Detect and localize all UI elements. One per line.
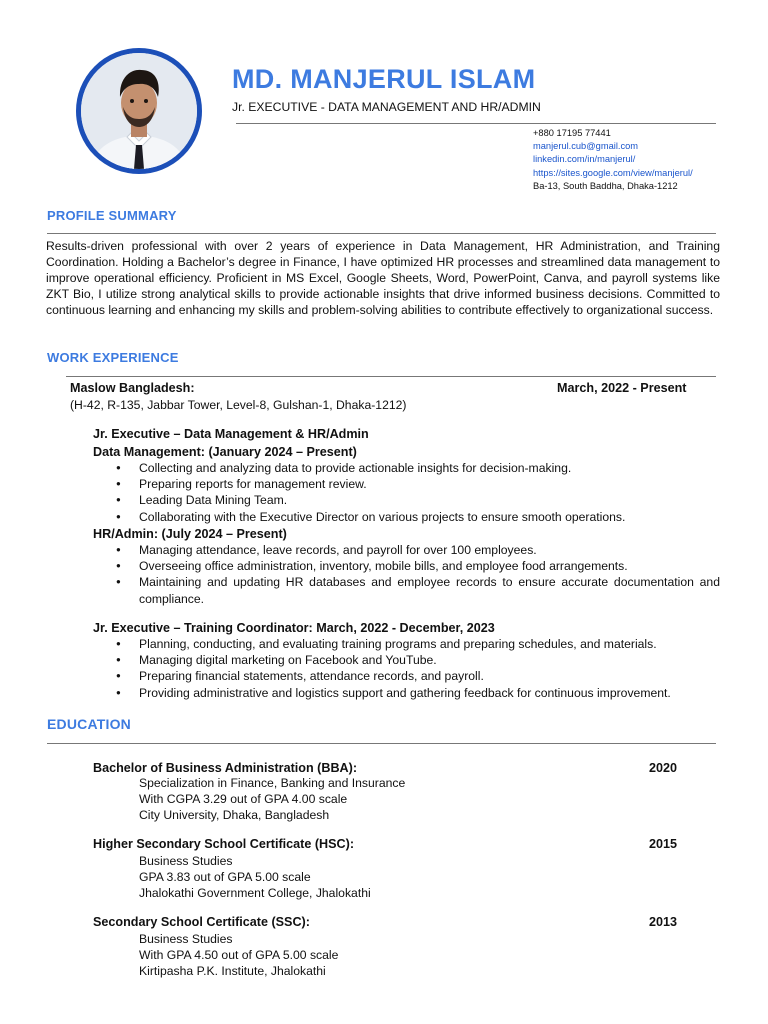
list-item: ● Managing digital marketing on Facebook and YouTube. — [93, 652, 720, 668]
list-item: ● Collaborating with the Executive Director on various projects to ensure smooth operations. — [93, 509, 720, 525]
list-item: ● Leading Data Mining Team. — [93, 492, 720, 508]
data-management-heading: Data Management: (January 2024 – Present) — [93, 445, 357, 459]
education-detail-line: City University, Dhaka, Bangladesh — [139, 808, 330, 823]
list-item: ● Overseeing office administration, inventory, mobile bills, and employee food arrangements. — [93, 558, 720, 574]
education-detail-line: With GPA 4.50 out of GPA 5.00 scale — [139, 948, 339, 963]
education-detail-line: Business Studies — [139, 854, 233, 868]
education-detail-line: Business Studies — [139, 932, 233, 946]
person-photo-icon — [81, 53, 197, 169]
list-item: ● Providing administrative and logistics support and gathering feedback for continuous improvement. — [93, 685, 720, 701]
education-detail-line: Kirtipasha P.K. Institute, Jhalokathi — [139, 964, 326, 979]
education-heading: EDUCATION — [47, 716, 131, 732]
education-year: 2020 — [649, 761, 678, 775]
candidate-role: Jr. EXECUTIVE - DATA MANAGEMENT AND HR/ADMIN — [232, 100, 541, 114]
list-item: ● Maintaining and updating HR databases and employee records to ensure accurate documentation and compliance. — [93, 574, 720, 606]
profile-summary-heading: PROFILE SUMMARY — [47, 208, 177, 223]
role-title-dm-hr: Jr. Executive – Data Management & HR/Admin — [93, 427, 369, 441]
education-details — [139, 931, 338, 980]
linkedin-link[interactable]: linkedin.com/in/manjerul/ — [533, 154, 636, 165]
header-divider — [236, 123, 716, 124]
experience-divider — [66, 376, 716, 377]
list-item: ● Preparing reports for management review. — [93, 476, 720, 492]
education-year: 2015 — [649, 837, 678, 851]
data-management-list — [93, 460, 720, 525]
list-item: ● Collecting and analyzing data to provide actionable insights for decision-making. — [93, 460, 720, 476]
education-degree: Secondary School Certificate (SSC): — [93, 915, 310, 929]
education-detail-line: GPA 3.83 out of GPA 5.00 scale — [139, 870, 311, 885]
education-detail-line: Jhalokathi Government College, Jhalokathi — [139, 886, 371, 901]
address-text: Ba-13, South Baddha, Dhaka-1212 — [533, 180, 678, 191]
company-address: (H-42, R-135, Jabbar Tower, Level-8, Gulshan-1, Dhaka-1212) — [70, 398, 407, 412]
education-detail-line: With CGPA 3.29 out of GPA 4.00 scale — [139, 792, 348, 807]
contact-block — [533, 127, 693, 193]
list-item: ● Planning, conducting, and evaluating training programs and preparing schedules, and materials. — [93, 636, 720, 652]
company-name: Maslow Bangladesh: — [70, 381, 195, 395]
education-detail-line: Specialization in Finance, Banking and Insurance — [139, 776, 406, 790]
list-item: ● Managing attendance, leave records, and payroll for over 100 employees. — [93, 542, 720, 558]
work-experience-heading: WORK EXPERIENCE — [47, 350, 179, 365]
email-link[interactable]: manjerul.cub@gmail.com — [533, 141, 639, 152]
hr-admin-heading: HR/Admin: (July 2024 – Present) — [93, 527, 287, 541]
profile-photo — [76, 48, 202, 174]
profile-divider — [47, 233, 716, 234]
training-list — [93, 636, 720, 701]
education-degree: Bachelor of Business Administration (BBA): — [93, 761, 358, 775]
education-divider — [47, 743, 716, 744]
education-details — [139, 853, 371, 902]
profile-summary-text: Results-driven professional with over 2 years of experience in Data Management, HR Administration, and Training Coordination. Holding a Bachelor’s degree in Finance, I have optimized HR processes and streamlined data management to improve operational efficiency. Proficient in MS Excel, Google Sheets, Word, PowerPoint, Canva, and payroll systems like ZKT Bio, I utilize strong analytical skills to provide actionable insights that drive informed business decisions. Committed to continuous learning and enhancing my skills and problem-solving abilities to contribute effectively to organizational success. — [46, 239, 720, 318]
education-details — [139, 775, 405, 824]
list-item: ● Preparing financial statements, attendance records, and payroll. — [93, 668, 720, 684]
education-year: 2013 — [649, 915, 678, 929]
phone-text: +880 17195 77441 — [533, 128, 611, 138]
website-link[interactable]: https://sites.google.com/view/manjerul/ — [533, 167, 693, 178]
candidate-name: MD. MANJERUL ISLAM — [232, 64, 536, 94]
education-degree: Higher Secondary School Certificate (HSC): — [93, 837, 355, 851]
hr-admin-list — [93, 542, 720, 607]
company-period: March, 2022 - Present — [557, 381, 687, 395]
role-title-training: Jr. Executive – Training Coordinator: March, 2022 - December, 2023 — [93, 621, 495, 635]
